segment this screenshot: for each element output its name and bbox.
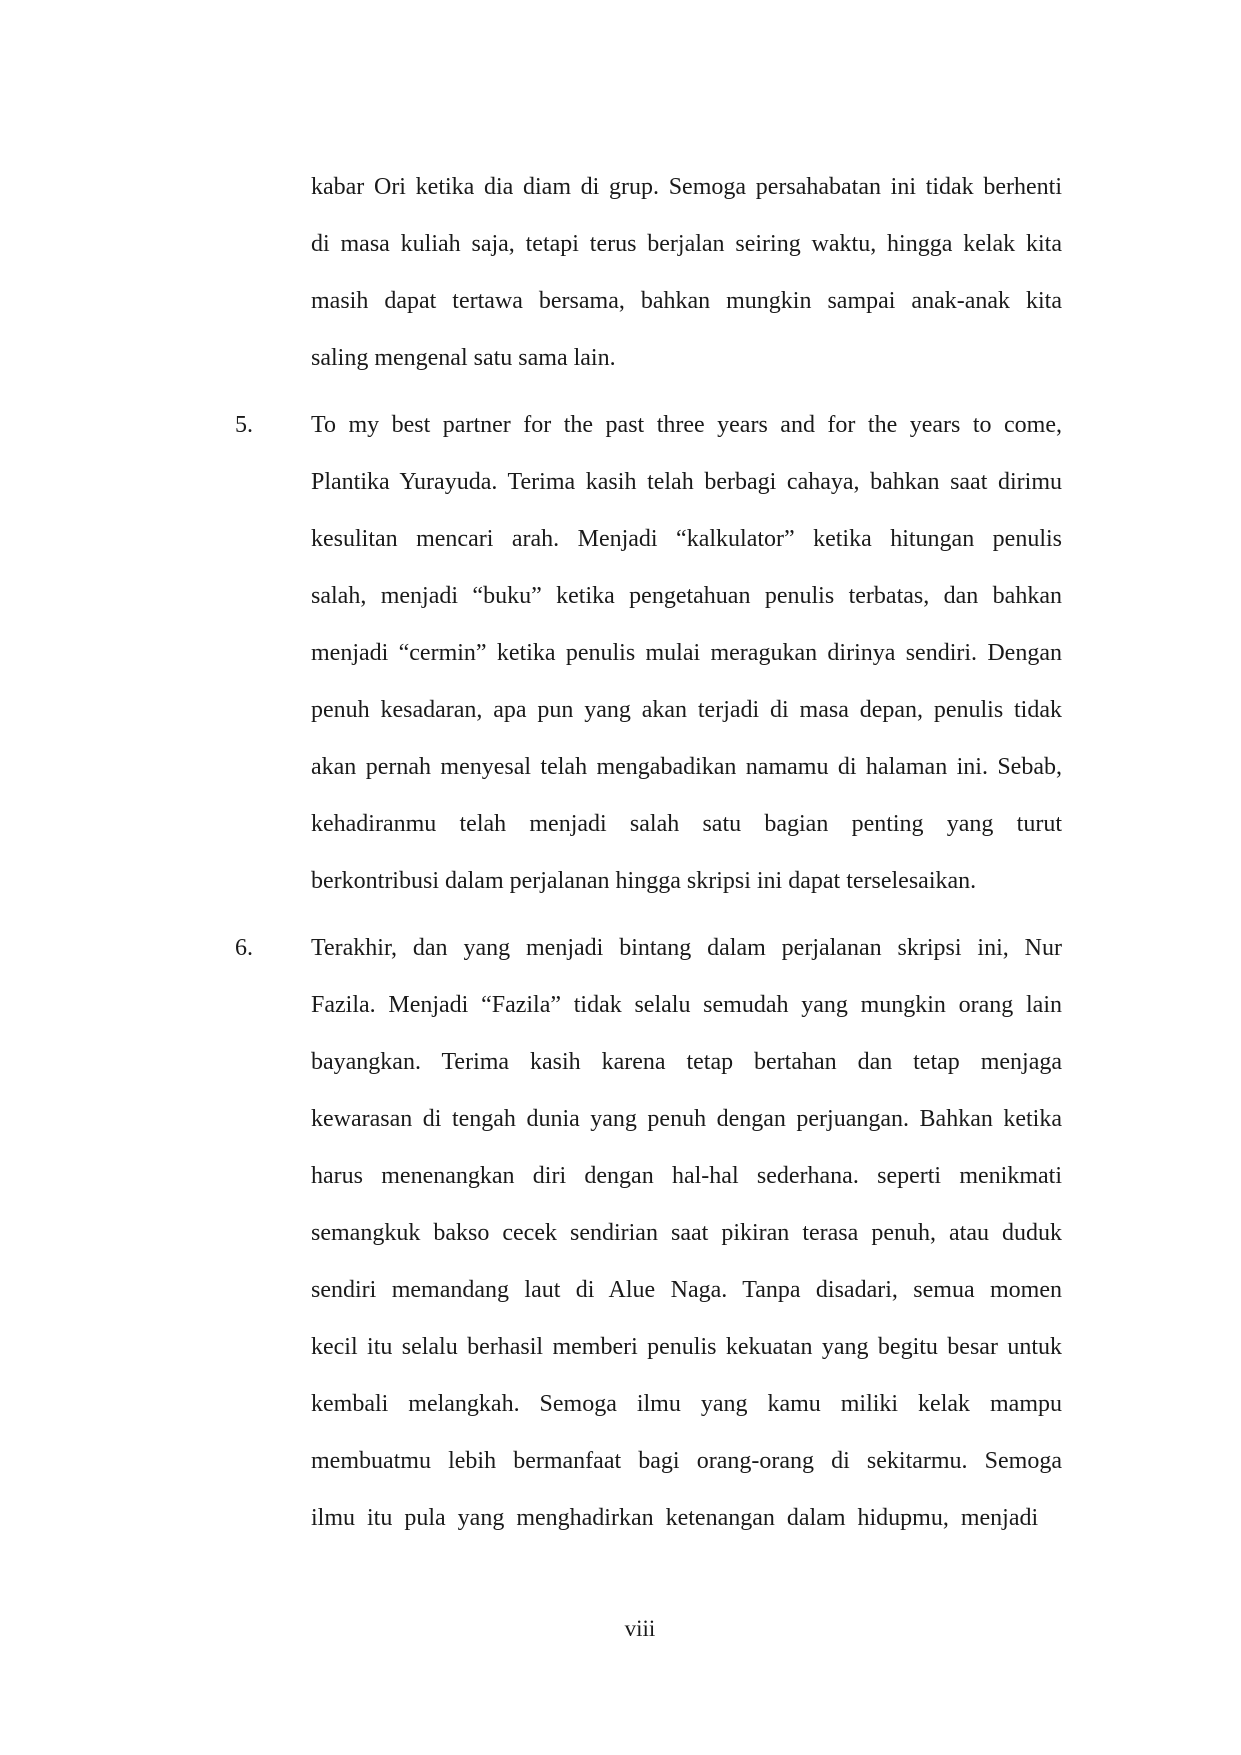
list-item-number: 6. [235,935,253,961]
list-item-line: menjadi “cermin” ketika penulis mulai meragukan dirinya sendiri. Dengan [311,640,1062,666]
list-item-line: kewarasan di tengah dunia yang penuh dengan perjuangan. Bahkan ketika [311,1106,1062,1132]
paragraph-line: masih dapat tertawa bersama, bahkan mungkin sampai anak-anak kita [311,288,1062,314]
paragraph-line: saling mengenal satu sama lain. [311,345,616,371]
paragraph-line: di masa kuliah saja, tetapi terus berjalan seiring waktu, hingga kelak kita [311,231,1062,257]
list-item-line: kehadiranmu telah menjadi salah satu bagian penting yang turut [311,811,1062,837]
list-item-line: kecil itu selalu berhasil memberi penulis kekuatan yang begitu besar untuk [311,1334,1062,1360]
list-item-line: bayangkan. Terima kasih karena tetap bertahan dan tetap menjaga [311,1049,1062,1075]
list-item-line: semangkuk bakso cecek sendirian saat pikiran terasa penuh, atau duduk [311,1220,1062,1246]
list-item-line: akan pernah menyesal telah mengabadikan namamu di halaman ini. Sebab, [311,754,1062,780]
list-item-line: Fazila. Menjadi “Fazila” tidak selalu semudah yang mungkin orang lain [311,992,1062,1018]
list-item-line: membuatmu lebih bermanfaat bagi orang-orang di sekitarmu. Semoga [311,1448,1062,1474]
list-item-line: Plantika Yurayuda. Terima kasih telah berbagi cahaya, bahkan saat dirimu [311,469,1062,495]
list-item-line: berkontribusi dalam perjalanan hingga skripsi ini dapat terselesaikan. [311,868,977,894]
list-item-line: salah, menjadi “buku” ketika pengetahuan penulis terbatas, dan bahkan [311,583,1062,609]
list-item-line: penuh kesadaran, apa pun yang akan terjadi di masa depan, penulis tidak [311,697,1062,723]
list-item-line: harus menenangkan diri dengan hal-hal sederhana. seperti menikmati [311,1163,1062,1189]
list-item-line: To my best partner for the past three years and for the years to come, [311,412,1062,438]
paragraph-line: kabar Ori ketika dia diam di grup. Semoga persahabatan ini tidak berhenti [311,174,1062,200]
list-item-line: Terakhir, dan yang menjadi bintang dalam perjalanan skripsi ini, Nur [311,935,1062,961]
list-item-line: kesulitan mencari arah. Menjadi “kalkulator” ketika hitungan penulis [311,526,1062,552]
list-item-number: 5. [235,412,253,438]
list-item-line: ilmu itu pula yang menghadirkan ketenangan dalam hidupmu, menjadi [311,1505,1039,1531]
list-item-line: sendiri memandang laut di Alue Naga. Tanpa disadari, semua momen [311,1277,1062,1303]
list-item-line: kembali melangkah. Semoga ilmu yang kamu miliki kelak mampu [311,1391,1062,1417]
page-number: viii [624,1616,656,1641]
